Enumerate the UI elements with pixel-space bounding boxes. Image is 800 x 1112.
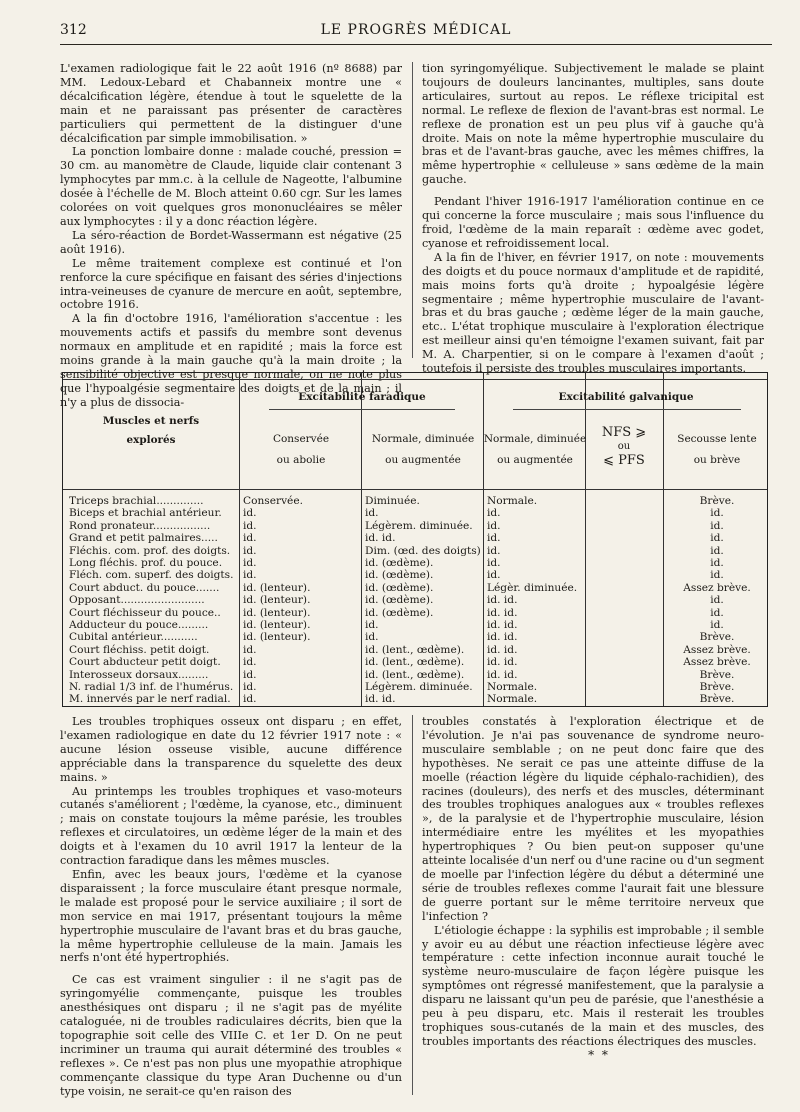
paragraph: Enfin, avec les beaux jours, l'œdème et la cyanose disparaissent ; la force musculaire étant presque normale, le malade est proposé pour le service auxiliaire ; il sort de mon service en mai 1917, présentant toujours la même hypertrophie musculaire de l'avant bras et du bras gauche, la même hypertrophie celluleuse de la main. Jamais les nerfs n'ont été hypertrophiés. bbox=[60, 867, 402, 965]
text-column-1 bbox=[60, 62, 402, 410]
table-row bbox=[63, 495, 769, 507]
secousse-cell: id. bbox=[710, 532, 724, 545]
table-row bbox=[63, 507, 769, 519]
conservee-cell: id. bbox=[243, 569, 257, 582]
muscle-cell: Rond pronateur................. bbox=[69, 519, 211, 532]
faradic-value-cell: id. (œdème). bbox=[365, 581, 434, 594]
paragraph: troubles constatés à l'exploration électrique et de l'évolution. Je n'ai pas souvenance de syndrome neuro-musculaire semblable ; on ne peut donc faire que des hypothèses. Ne serait ce pas une atteinte diffuse de la moelle (réaction légère du liquide céphalo-rachidien), des racines (douleurs), des nerfs et des muscles, déterminant des troubles trophiques analogues aux « troubles reflexes », de la paralysie et de l'hypertrophie musculaire, lésion intermédiaire entre les myélites et les myopathies hypertrophiques ? Ou bien peut-on supposer qu'une atteinte localisée d'un nerf ou d'une racine ou d'un segment de moelle par l'infection légère du début a déterminé une série de troubles reflexes comme l'aurait fait une blessure de guerre portant sur le même territoire nerveux que l'infection ? bbox=[422, 715, 764, 923]
nfs-label: NFS ⩾ bbox=[601, 425, 647, 440]
nfs-pfs-header bbox=[585, 425, 663, 469]
galvanic-value-cell: Normale. bbox=[487, 693, 538, 706]
paragraph: tion syringomyélique. Subjectivement le malade se plaint toujours de douleurs lancinantes, multiples, sans doute articulaires, surtout au repos. Le réflexe tricipital est normal. Le reflexe de flexion de l'avant-bras est normal. Le reflexe de pronation est un peu plus vif à gauche qu'à droite. Mais on note la même hypertrophie musculaire du bras et de l'avant-bras gauche, avec les mêmes chiffres, la même hypertrophie « celluleuse » sans œdème de la main gauche. bbox=[422, 62, 764, 187]
faradic-value-cell: id. (œdème). bbox=[365, 557, 434, 569]
faradic-brace bbox=[269, 409, 455, 410]
header-rule bbox=[60, 44, 772, 45]
faradic-value-cell: id. (œdème). bbox=[365, 606, 434, 619]
table-row bbox=[63, 607, 769, 619]
conservee-header bbox=[241, 433, 361, 467]
conservee-cell: id. bbox=[243, 519, 257, 532]
table-row bbox=[63, 619, 769, 631]
conservee-header-line1: Conservée bbox=[272, 433, 330, 445]
text-column-3 bbox=[60, 715, 402, 1098]
muscle-cell: Biceps et brachial antérieur. bbox=[69, 507, 222, 520]
secousse-cell: id. bbox=[710, 507, 724, 520]
secousse-cell: id. bbox=[710, 606, 724, 619]
conservee-cell: id. bbox=[243, 532, 257, 545]
paragraph: Le même traitement complexe est continué et l'on renforce la cure spécifique en faisant des séries d'injections intra-veineuses de cyanure de mercure en août, septembre, octobre 1916. bbox=[60, 256, 402, 312]
secousse-cell: Assez brève. bbox=[683, 581, 751, 594]
paragraph: Au printemps les troubles trophiques et vaso-moteurs cutanés s'améliorent ; l'œdème, la cyanose, etc., diminuent ; mais on constate toujours la même parésie, les troubles reflexes et circulatoires, un œdème léger de la main et des doigts et à l'examen du 10 avril 1917 la lenteur de la contraction faradique dans les mêmes muscles. bbox=[60, 784, 402, 868]
secousse-cell: Brève. bbox=[699, 631, 735, 644]
table-row bbox=[63, 557, 769, 569]
faradic-value-cell: id. (lent., œdème). bbox=[365, 656, 465, 669]
muscle-cell: Long fléchis. prof. du pouce. bbox=[69, 557, 223, 569]
galvanic-header: Excitabilité galvanique bbox=[558, 391, 694, 403]
galvanic-value-cell: Légèr. diminuée. bbox=[487, 581, 578, 594]
galvanic-brace bbox=[513, 409, 741, 410]
secousse-cell: Brève. bbox=[699, 693, 735, 706]
muscle-cell: Court fléchisseur du pouce.. bbox=[69, 606, 221, 619]
faradic-value-cell: Légèrem. diminuée. bbox=[365, 519, 473, 532]
secousse-cell: Brève. bbox=[699, 668, 735, 681]
paragraph: A la fin d'octobre 1916, l'amélioration s'accentue : les mouvements actifs et passifs du membre sont devenus normaux en amplitude et en rapidité ; mais la force est moins grande à la main gauche qu'à la main droite ; la sensibilité objective est presque normale, on ne note plus que l'hypoalgésie segmentaire des doigts et de la main ; il n'y a plus de dissocia- bbox=[60, 312, 402, 409]
paragraph: Les troubles trophiques osseux ont disparu ; en effet, l'examen radiologique en date du 12 février 1917 note : « aucune lésion osseuse visible, aucune différence appréciable dans la transparence du squelette des deux mains. » bbox=[60, 715, 402, 784]
faradic-value-cell: id. bbox=[365, 507, 379, 520]
paragraph: Ce cas est vraiment singulier : il ne s'agit pas de syringomyélie commençante, puisque les troubles anesthésiques ont disparu ; il ne s'agit pas de myélite cataloguée, ni de troubles radiculaires décrits, bien que la topographie soit celle des VIIIe C. et 1er D. On ne peut incriminer un trauma qui aurait déterminé des troubles « reflexes ». Ce n'est pas non plus une myopathie atrophique commençante classique du type Aran Duchenne ou d'un type voisin, ne serait-ce qu'en raison des bbox=[60, 973, 402, 1098]
table-header-rule bbox=[63, 489, 767, 490]
galvanic-value-cell: id. bbox=[487, 569, 501, 582]
secousse-cell: id. bbox=[710, 569, 724, 582]
conservee-cell: id. bbox=[243, 507, 257, 520]
column-divider-top bbox=[412, 62, 413, 358]
conservee-cell: id. (lenteur). bbox=[243, 581, 311, 594]
muscle-cell: Grand et petit palmaires..... bbox=[69, 532, 218, 545]
secousse-cell: id. bbox=[710, 594, 724, 607]
end-mark: * * bbox=[588, 1047, 610, 1062]
pfs-label: ⩽ PFS bbox=[603, 453, 645, 468]
secousse-cell: Brève. bbox=[699, 681, 735, 693]
secousse-cell: id. bbox=[710, 557, 724, 569]
galvanic-value-cell: id. bbox=[487, 544, 501, 557]
paragraph: A la fin de l'hiver, en février 1917, on note : mouvements des doigts et du pouce normaux d'amplitude et de rapidité, mais moins forts qu'à droite ; hypoalgésie légère segmentaire ; même hypertrophie musculaire de l'avant-bras et du bras gauche ; œdème léger de la main gauche, etc.. L'état trophique musculaire à l'exploration électrique est meilleur ainsi qu'en témoigne l'examen suivant, fait par M. A. Charpentier, si on le compare à l'examen d'août ; toutefois il persiste des troubles musculaires importants. bbox=[422, 250, 764, 376]
muscle-cell: Cubital antérieur........... bbox=[69, 631, 198, 644]
paragraph: L'examen radiologique fait le 22 août 1916 (nº 8688) par MM. Ledoux-Lebard et Chabanneix montre une « décalcification légère, étendue à tout le squelette de la main et ne paraissant pas présenter de caractères particuliers qui permettent de la distinguer d'une décalcification par simple immobilisation. » bbox=[60, 62, 402, 145]
conservee-cell: Conservée. bbox=[243, 495, 303, 507]
galvanic-value-cell: id. id. bbox=[487, 643, 518, 656]
faradic-value-cell: Diminuée. bbox=[365, 495, 420, 507]
muscle-cell: N. radial 1/3 inf. de l'humérus. bbox=[69, 681, 234, 693]
conservee-cell: id. (lenteur). bbox=[243, 631, 311, 644]
table-row bbox=[63, 532, 769, 544]
galvanic-value-cell: id. id. bbox=[487, 631, 518, 644]
galvanic-normale-header bbox=[483, 433, 587, 467]
paragraph: La séro-réaction de Bordet-Wassermann est négative (25 août 1916). bbox=[60, 228, 402, 256]
galvanic-value-cell: Normale. bbox=[487, 681, 538, 693]
conservee-cell: id. bbox=[243, 668, 257, 681]
faradic-value-cell: id. bbox=[365, 619, 379, 631]
conservee-cell: id. bbox=[243, 681, 257, 693]
secousse-cell: id. bbox=[710, 519, 724, 532]
faradic-header: Excitabilité faradique bbox=[298, 391, 426, 403]
faradic-value-cell: id. (œdème). bbox=[365, 594, 434, 607]
table-row bbox=[63, 681, 769, 693]
faradic-value-cell: id. (œdème). bbox=[365, 569, 434, 582]
muscles-header bbox=[63, 415, 239, 447]
faradic-normale-header bbox=[363, 433, 483, 467]
conservee-cell: id. (lenteur). bbox=[243, 619, 311, 631]
faradic-value-cell: id. id. bbox=[365, 532, 396, 545]
table-row bbox=[63, 594, 769, 606]
secousse-header bbox=[665, 433, 769, 467]
table-row bbox=[63, 569, 769, 581]
faradic-normale-line1: Normale, diminuée bbox=[371, 433, 475, 445]
faradic-value-cell: id. id. bbox=[365, 693, 396, 706]
faradic-value-cell: id. bbox=[365, 631, 379, 644]
column-divider-bottom bbox=[412, 715, 413, 1095]
table-row bbox=[63, 693, 769, 705]
text-column-2 bbox=[422, 62, 764, 376]
faradic-value-cell: id. (lent., œdème). bbox=[365, 643, 465, 656]
muscle-cell: Interosseux dorsaux......... bbox=[69, 668, 209, 681]
table-row bbox=[63, 631, 769, 643]
secousse-header-line2: ou brève bbox=[693, 454, 741, 466]
secousse-cell: id. bbox=[710, 544, 724, 557]
muscle-cell: Opposant......................... bbox=[69, 594, 205, 607]
conservee-cell: id. (lenteur). bbox=[243, 594, 311, 607]
conservee-cell: id. bbox=[243, 544, 257, 557]
galvanic-normale-line2: ou augmentée bbox=[497, 454, 573, 466]
conservee-cell: id. bbox=[243, 643, 257, 656]
faradic-value-cell: Dim. (œd. des doigts) bbox=[365, 544, 481, 557]
table-row bbox=[63, 545, 769, 557]
muscle-cell: Court fléchiss. petit doigt. bbox=[69, 643, 210, 656]
conservee-cell: id. bbox=[243, 656, 257, 669]
muscles-header-line2: explorés bbox=[126, 434, 176, 446]
secousse-cell: Assez brève. bbox=[683, 643, 751, 656]
faradic-value-cell: Légèrem. diminuée. bbox=[365, 681, 473, 693]
secousse-cell: id. bbox=[710, 619, 724, 631]
nfs-or-label: ou bbox=[617, 441, 631, 452]
galvanic-value-cell: id. id. bbox=[487, 668, 518, 681]
conservee-cell: id. (lenteur). bbox=[243, 606, 311, 619]
page-number: 312 bbox=[60, 22, 87, 38]
journal-title: LE PROGRÈS MÉDICAL bbox=[320, 22, 512, 38]
secousse-header-line1: Secousse lente bbox=[677, 433, 757, 445]
table-row bbox=[63, 644, 769, 656]
muscles-header-line1: Muscles et nerfs bbox=[102, 415, 200, 427]
text-column-4 bbox=[422, 715, 764, 1063]
galvanic-value-cell: id. bbox=[487, 557, 501, 569]
galvanic-value-cell: id. bbox=[487, 507, 501, 520]
galvanic-value-cell: id. id. bbox=[487, 656, 518, 669]
table-top-rule bbox=[63, 379, 767, 380]
muscle-cell: Fléchis. com. prof. des doigts. bbox=[69, 544, 231, 557]
paragraph: Pendant l'hiver 1916-1917 l'amélioration continue en ce qui concerne la force musculaire ; mais sous l'influence du froid, l'œdème de la main reparaît : œdème avec godet, cyanose et refroidissement local. bbox=[422, 195, 764, 250]
conservee-header-line2: ou abolie bbox=[276, 454, 326, 466]
page-header bbox=[60, 22, 772, 44]
galvanic-value-cell: id. bbox=[487, 532, 501, 545]
faradic-value-cell: id. (lent., œdème). bbox=[365, 668, 465, 681]
conservee-cell: id. bbox=[243, 557, 257, 569]
secousse-cell: Assez brève. bbox=[683, 656, 751, 669]
table-row bbox=[63, 582, 769, 594]
table-row bbox=[63, 520, 769, 532]
galvanic-normale-line1: Normale, diminuée bbox=[483, 433, 587, 445]
table-row bbox=[63, 669, 769, 681]
muscle-cell: Court abducteur petit doigt. bbox=[69, 656, 221, 669]
paragraph: L'étiologie échappe : la syphilis est improbable ; il semble y avoir eu au début une réaction infectieuse légère avec température : cette infection inconnue aurait touché le système neuro-musculaire de façon légère puisque les symptômes ont régressé manifestement, que la paralysie a disparu ne laissant qu'un peu de parésie, que l'anesthésie a peu à peu disparu, etc. Mais il resterait les troubles trophiques sous-cutanés de la main et des muscles, des troubles importants des réactions électriques des muscles. bbox=[422, 923, 764, 1048]
conservee-cell: id. bbox=[243, 693, 257, 706]
muscle-cell: Adducteur du pouce......... bbox=[69, 619, 209, 631]
galvanic-value-cell: id. id. bbox=[487, 606, 518, 619]
muscle-cell: M. innervés par le nerf radial. bbox=[69, 693, 231, 706]
excitability-table bbox=[62, 372, 768, 707]
table-row bbox=[63, 656, 769, 668]
muscle-cell: Triceps brachial.............. bbox=[69, 495, 204, 507]
faradic-normale-line2: ou augmentée bbox=[385, 454, 461, 466]
muscle-cell: Fléch. com. superf. des doigts. bbox=[69, 569, 234, 582]
galvanic-value-cell: id. id. bbox=[487, 619, 518, 631]
muscle-cell: Court abduct. du pouce....... bbox=[69, 581, 220, 594]
galvanic-value-cell: Normale. bbox=[487, 495, 538, 507]
paragraph: La ponction lombaire donne : malade couché, pression = 30 cm. au manomètre de Claude, liquide clair contenant 3 lymphocytes par mm.c. à la cellule de Nageotte, l'albumine dosée à l'échelle de M. Bloch atteint 0.60 cgr. Sur les lames colorées on voit quelques gros mononucléaires se mêler aux lymphocytes : il y a donc réaction légère. bbox=[60, 145, 402, 228]
galvanic-value-cell: id. id. bbox=[487, 594, 518, 607]
galvanic-value-cell: id. bbox=[487, 519, 501, 532]
secousse-cell: Brève. bbox=[699, 495, 735, 507]
